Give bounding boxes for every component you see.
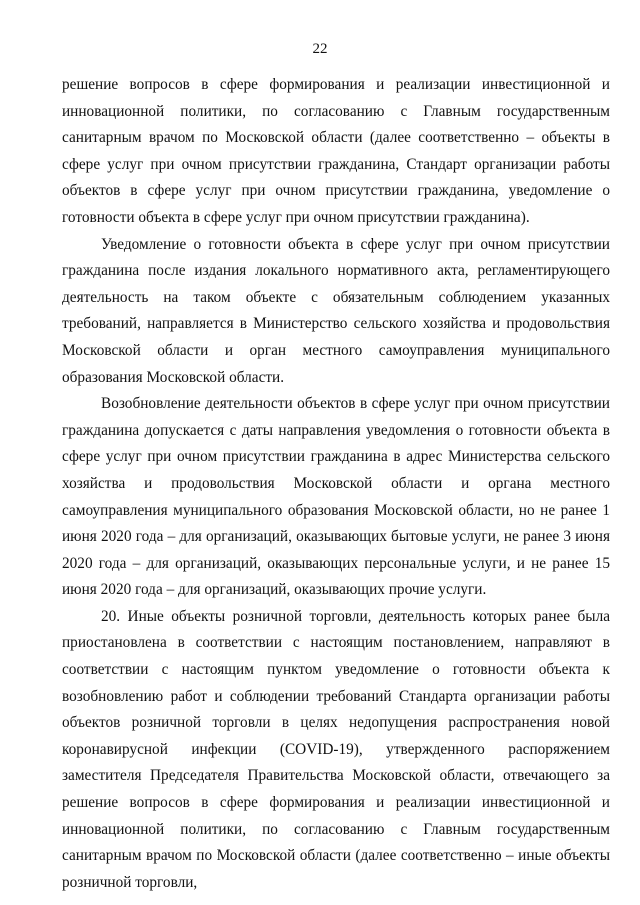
page-number: 22 <box>312 41 328 57</box>
paragraph-4: 20. Иные объекты розничной торговли, деятельность которых ранее была приостановлена в соответствии с настоящим постановлением, направляют в соответствии с настоящим пунктом уведомление о готовности объекта к возобновлению работ и соблюдении требований Стандарта организации работы объектов розничной торговли в целях недопущения распространения новой коронавирусной инфекции (COVID-19), утвержденного распоряжением заместителя Председателя Правительства Московской области, отвечающего за решение вопросов в сфере формирования и реализации инвестиционной и инновационной политики, по согласованию с Главным государственным санитарным врачом по Московской области (далее соответственно – иные объекты розничной торговли, <box>62 607 610 891</box>
paragraph-1: решение вопросов в сфере формирования и реализации инвестиционной и инновационной политики, по согласованию с Главным государственным санитарным врачом по Московской области (далее соответственно – объекты в сфере услуг при очном присутствии гражданина, Стандарт организации работы объектов в сфере услуг при очном присутствии гражданина, уведомление о готовности объекта в сфере услуг при очном присутствии гражданина). <box>62 76 610 226</box>
document-body <box>62 72 610 896</box>
paragraph-2: Уведомление о готовности объекта в сфере услуг при очном присутствии гражданина после издания локального нормативного акта, регламентирующего деятельность на таком объекте с обязательным соблюдением указанных требований, направляется в Министерство сельского хозяйства и продовольствия Московской области и орган местного самоуправления муниципального образования Московской области. <box>62 235 610 386</box>
paragraph-3: Возобновление деятельности объектов в сфере услуг при очном присутствии гражданина допускается с даты направления уведомления о готовности объекта в сфере услуг при очном присутствии гражданина в адрес Министерства сельского хозяйства и продовольствия Московской области и органа местного самоуправления муниципального образования Московской области, но не ранее 1 июня 2020 года – для организаций, оказывающих бытовые услуги, не ранее 3 июня 2020 года – для организаций, оказывающих персональные услуги, и не ранее 15 июня 2020 года – для организаций, оказывающих прочие услуги. <box>62 395 610 599</box>
